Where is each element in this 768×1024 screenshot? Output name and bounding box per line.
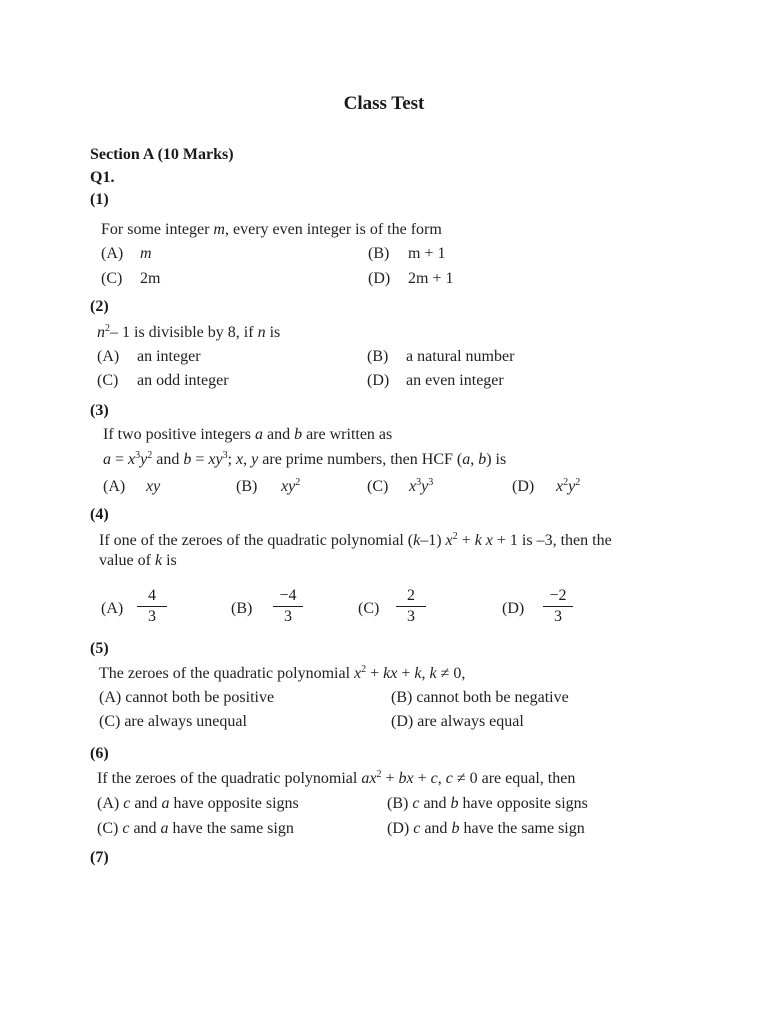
option-c-text: 2m: [140, 270, 161, 287]
option-c-text: an odd integer: [137, 372, 229, 389]
option-d-text: $x^2y^2$: [556, 477, 581, 495]
page-title: Class Test: [343, 93, 425, 114]
option-d: (D) c and b have the same sign: [387, 820, 585, 837]
question-number: (4): [90, 506, 109, 523]
option-d: (D): [502, 600, 525, 617]
option-c: (C): [101, 270, 123, 287]
option-d: (D): [368, 270, 391, 287]
option-b-fraction: $\frac{-4}{3}$: [273, 587, 303, 626]
question-number: (7): [90, 849, 109, 866]
question-stem: For some integer m, every even integer is of the form: [101, 221, 442, 238]
question-number: (2): [90, 298, 109, 315]
option-a: (A) c and a have opposite signs: [97, 795, 299, 812]
option-d-text: an even integer: [406, 372, 504, 389]
option-c: (C): [367, 478, 389, 495]
option-b: (B): [368, 245, 390, 262]
option-b-text: a natural number: [406, 348, 515, 365]
question-number: (1): [90, 191, 109, 208]
question-stem: $n^2-$ 1 is divisible by 8, if n is: [97, 323, 281, 341]
option-b: (B): [231, 600, 253, 617]
question-stem: If one of the zeroes of the quadratic polynomial (k–1) $x^2 + k$ x + 1 is –3, then the: [99, 531, 612, 549]
option-c: (C): [358, 600, 380, 617]
question-stem: The zeroes of the quadratic polynomial $x^2$ + kx + k, k ≠ 0,: [99, 664, 466, 682]
option-c-fraction: $\frac{2}{3}$: [396, 587, 426, 626]
option-a: (A): [97, 348, 120, 365]
option-b: (B) c and b have opposite signs: [387, 795, 588, 812]
option-c-text: $x^3y^3$: [409, 477, 434, 495]
option-a: (A): [103, 478, 126, 495]
question-stem-line-2: value of k is: [99, 552, 177, 569]
option-b: (B): [367, 348, 389, 365]
option-b-text: $xy^2$: [281, 477, 301, 495]
section-heading: Section A (10 Marks): [90, 146, 234, 163]
option-a: (A) cannot both be positive: [99, 689, 275, 706]
option-a: (A): [101, 600, 124, 617]
option-a-text: an integer: [137, 348, 201, 365]
question-stem-line-2: $a = x^3y^2$ and $b = xy^3$; x, y are prime numbers, then HCF (a, b) is: [103, 450, 507, 468]
question-number: (3): [90, 402, 109, 419]
question-number: (5): [90, 640, 109, 657]
question-stem: If the zeroes of the quadratic polynomial $ax^2$ + bx + c, c ≠ 0 are equal, then: [97, 769, 576, 787]
option-d-text: 2m + 1: [408, 270, 454, 287]
option-c: (C): [97, 372, 119, 389]
watermark: [152, 187, 201, 224]
option-d-fraction: $\frac{-2}{3}$: [543, 587, 573, 626]
option-b-text: m + 1: [408, 245, 446, 262]
question-label: Q1.: [90, 169, 115, 186]
option-d: (D): [512, 478, 535, 495]
option-a-fraction: $\frac{4}{3}$: [137, 587, 167, 626]
option-c: (C) c and a have the same sign: [97, 820, 294, 837]
question-number: (6): [90, 745, 109, 762]
option-a-text: xy: [146, 478, 161, 495]
question-stem: If two positive integers a and b are written as: [103, 426, 393, 443]
option-b: (B) cannot both be negative: [391, 689, 569, 706]
option-a-text: m: [140, 245, 152, 262]
option-c: (C) are always unequal: [99, 713, 247, 730]
option-a: (A): [101, 245, 124, 262]
option-b: (B): [236, 478, 258, 495]
option-d: (D): [367, 372, 390, 389]
option-d: (D) are always equal: [391, 713, 524, 730]
